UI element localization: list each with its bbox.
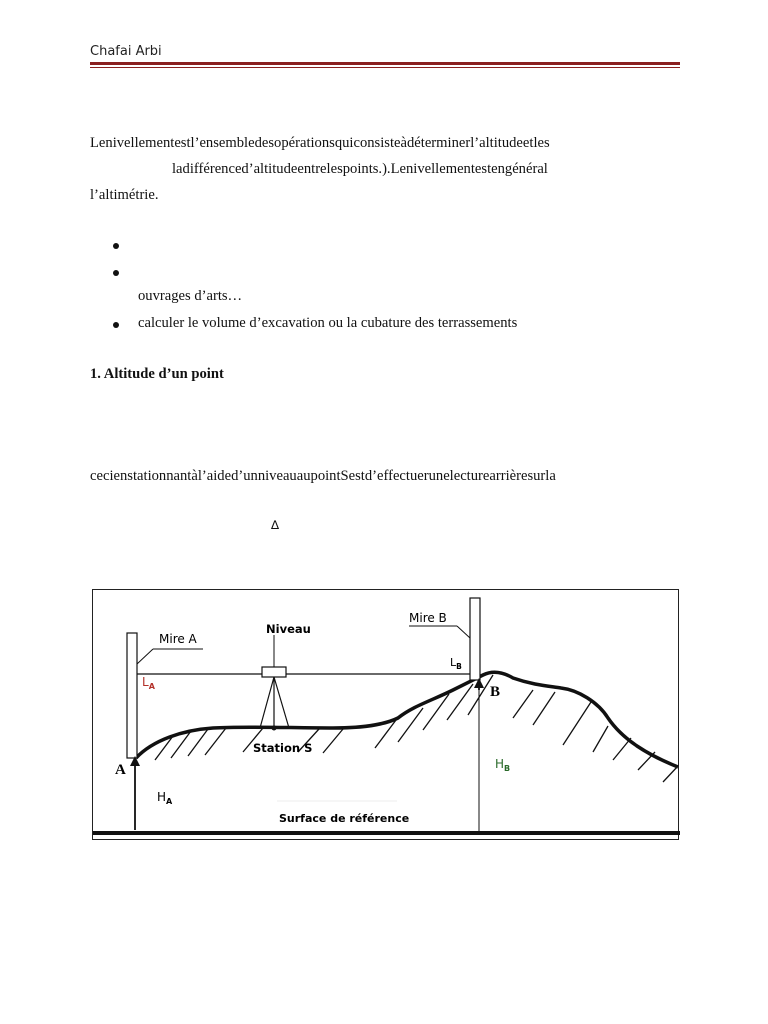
body-line-1-word: à [191, 468, 198, 484]
intro-line-2 [90, 156, 676, 182]
intro-line-2-word: d’altitude [241, 161, 298, 177]
body-line-1-word: sur [527, 468, 546, 484]
tripod-leg-left [260, 677, 274, 728]
mire-a-label: Mire A [159, 632, 197, 646]
bullet-1-dot [113, 243, 119, 249]
intro-line-1-word: déterminer [407, 135, 471, 151]
header-rule-thick [90, 62, 680, 65]
tripod-leg-right [274, 677, 289, 728]
intro-line-1 [90, 130, 676, 156]
niveau-label: Niveau [266, 622, 311, 636]
body-line-1-word: stationnant [127, 468, 192, 484]
intro-line-1-word: l’ensemble [190, 135, 255, 151]
intro-line-2-word: les [326, 161, 343, 177]
bullet-2-dot [113, 270, 119, 276]
intro-line-1-word: consiste [353, 135, 401, 151]
hb-label: $H_B$ [495, 757, 511, 773]
delta-symbol: ∆ [271, 518, 280, 532]
mire-b-pointer-leg [457, 626, 470, 638]
intro-line-1-word: qui [334, 135, 354, 151]
body-line-1 [90, 463, 676, 489]
intro-line-2-word: la [172, 161, 183, 177]
intro-line-2-word: points.). [342, 161, 391, 177]
body-paragraph [90, 463, 676, 489]
body-line-1-word: ce [90, 468, 103, 484]
lb-label: $L_B$ [450, 656, 462, 671]
point-b-label: B [490, 684, 501, 700]
mire-a-pointer-leg [137, 649, 153, 664]
mire-b-label: Mire B [409, 611, 447, 625]
body-line-1-word: ci [102, 468, 114, 484]
body-line-1-word: au [296, 468, 311, 484]
intro-line-1-word: Le [90, 135, 106, 151]
intro-line-2-word: est [474, 161, 492, 177]
body-line-1-word: est [348, 468, 365, 484]
section-title: 1. Altitude d’un point [90, 366, 224, 382]
intro-line-1-word: et [522, 135, 534, 151]
intro-line-1-word: à [400, 135, 407, 151]
page-header-author: Chafai Arbi [90, 44, 162, 59]
terrain-profile [136, 672, 678, 767]
reference-label: Surface de référence [279, 812, 410, 825]
body-line-1-word: niveau [257, 468, 297, 484]
station-point [272, 726, 277, 731]
point-a-label: A [115, 762, 126, 778]
intro-line-3: l’altimétrie. [90, 187, 159, 203]
ha-label: $H_A$ [157, 790, 173, 806]
body-line-1-word: l’aide [197, 468, 232, 484]
leveling-figure [92, 589, 679, 840]
intro-line-2-word: en [491, 161, 505, 177]
mire-b-staff [470, 598, 480, 680]
header-rule-thin [90, 67, 680, 68]
intro-line-1-word: opérations [274, 135, 335, 151]
station-label: Station S [253, 741, 313, 755]
la-label: $L_A$ [142, 675, 155, 691]
intro-line-2-word: différence [182, 161, 242, 177]
body-line-1-word: d’effectuer [364, 468, 429, 484]
body-line-1-word: S [340, 468, 349, 484]
bullet-3-text: calculer le volume d’excavation ou la cubature des terrassements [138, 315, 518, 331]
leveling-diagram [93, 590, 680, 841]
body-line-1-word: lecture [449, 468, 490, 484]
intro-line-1-word: nivellement [105, 135, 175, 151]
intro-paragraph [90, 130, 676, 208]
intro-line-1-word: l’altitude [470, 135, 523, 151]
mire-a-staff [127, 633, 137, 758]
body-line-1-word: arrière [489, 468, 528, 484]
intro-line-2-word: Le [390, 161, 406, 177]
bullet-2-continuation: ouvrages d’arts… [138, 288, 243, 304]
body-line-1-word: en [113, 468, 128, 484]
body-line-1-word: point [310, 468, 341, 484]
intro-line-1-word: les [533, 135, 550, 151]
body-line-1-word: d’un [231, 468, 258, 484]
intro-line-2-word: entre [297, 161, 327, 177]
intro-line-1-word: des [254, 135, 275, 151]
intro-line-2-word: général [504, 161, 548, 177]
body-line-1-word: la [545, 468, 556, 484]
intro-line-1-word: est [174, 135, 191, 151]
intro-line-2-word: nivellement [406, 161, 475, 177]
body-line-1-word: une [428, 468, 450, 484]
niveau-instrument [262, 667, 286, 677]
bullet-3-dot [113, 322, 119, 328]
